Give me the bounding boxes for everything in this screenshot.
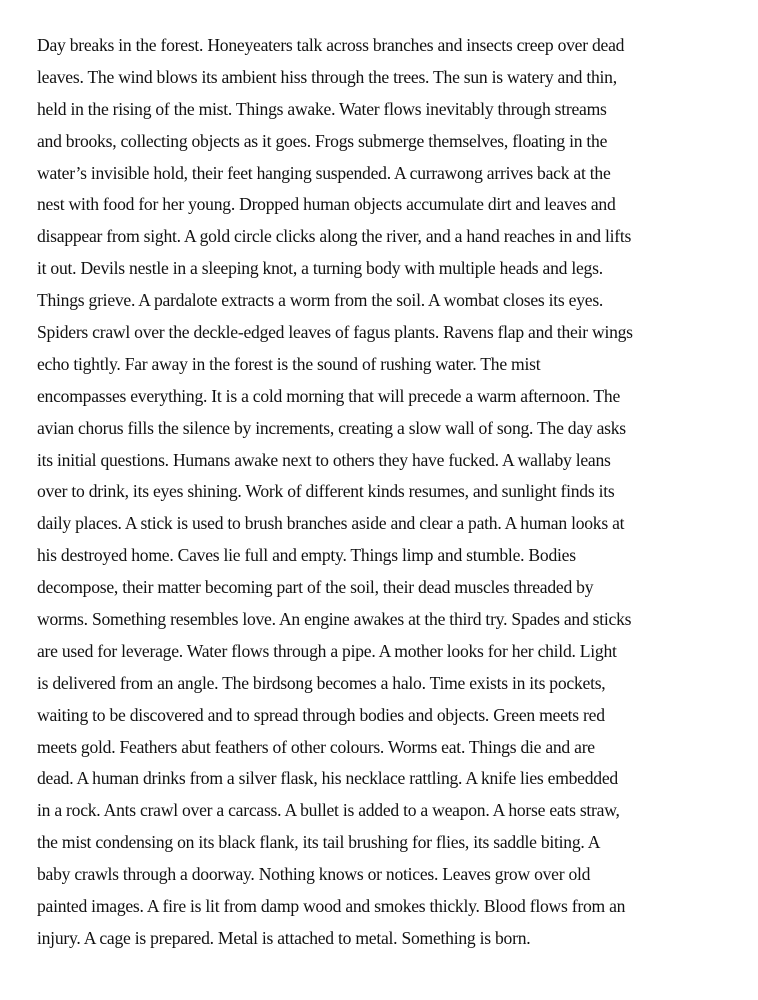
text-line: echo tightly. Far away in the forest is the sound of rushing water. The mist — [37, 353, 541, 374]
text-line: daily places. A stick is used to brush branches aside and clear a path. A human looks at — [37, 513, 625, 534]
text-line: dead. A human drinks from a silver flask, his necklace rattling. A knife lies embedded — [37, 768, 618, 789]
text-line: painted images. A fire is lit from damp wood and smokes thickly. Blood flows from an — [37, 896, 626, 917]
text-line: Spiders crawl over the deckle-edged leaves of fagus plants. Ravens flap and their wings — [37, 322, 633, 343]
text-line: in a rock. Ants crawl over a carcass. A bullet is added to a weapon. A horse eats straw, — [37, 800, 620, 821]
text-line: is delivered from an angle. The birdsong becomes a halo. Time exists in its pockets, — [37, 672, 606, 693]
text-line: encompasses everything. It is a cold morning that will precede a warm afternoon. The — [37, 385, 621, 406]
text-line: Things grieve. A pardalote extracts a worm from the soil. A wombat closes its eyes. — [37, 290, 604, 311]
text-line: his destroyed home. Caves lie full and empty. Things limp and stumble. Bodies — [37, 545, 576, 566]
text-line: its initial questions. Humans awake next to others they have fucked. A wallaby leans — [37, 449, 611, 470]
text-line: water’s invisible hold, their feet hanging suspended. A currawong arrives back at the — [37, 162, 611, 183]
text-line: meets gold. Feathers abut feathers of other colours. Worms eat. Things die and are — [37, 736, 595, 757]
text-line: leaves. The wind blows its ambient hiss through the trees. The sun is watery and thin, — [37, 66, 617, 87]
text-line: it out. Devils nestle in a sleeping knot, a turning body with multiple heads and legs. — [37, 258, 603, 279]
text-line: injury. A cage is prepared. Metal is attached to metal. Something is born. — [37, 927, 531, 948]
text-line: avian chorus fills the silence by increments, creating a slow wall of song. The day asks — [37, 417, 626, 438]
text-line: baby crawls through a doorway. Nothing knows or notices. Leaves grow over old — [37, 864, 591, 885]
text-line: worms. Something resembles love. An engine awakes at the third try. Spades and sticks — [37, 609, 632, 630]
text-line: waiting to be discovered and to spread through bodies and objects. Green meets red — [37, 704, 605, 725]
text-line: Day breaks in the forest. Honeyeaters talk across branches and insects creep over dead — [37, 35, 625, 55]
text-line: decompose, their matter becoming part of the soil, their dead muscles threaded by — [37, 577, 594, 598]
text-line: over to drink, its eyes shining. Work of different kinds resumes, and sunlight finds its — [37, 481, 615, 502]
text-line: held in the rising of the mist. Things awake. Water flows inevitably through streams — [37, 98, 607, 119]
text-line: are used for leverage. Water flows through a pipe. A mother looks for her child. Light — [37, 640, 617, 661]
text-line: nest with food for her young. Dropped human objects accumulate dirt and leaves and — [37, 194, 616, 215]
text-line: the mist condensing on its black flank, its tail brushing for flies, its saddle biting. A — [37, 832, 601, 853]
text-line: disappear from sight. A gold circle clicks along the river, and a hand reaches in and lifts — [37, 226, 632, 247]
text-line: and brooks, collecting objects as it goes. Frogs submerge themselves, floating in the — [37, 130, 608, 151]
prose-paragraph — [37, 30, 727, 955]
